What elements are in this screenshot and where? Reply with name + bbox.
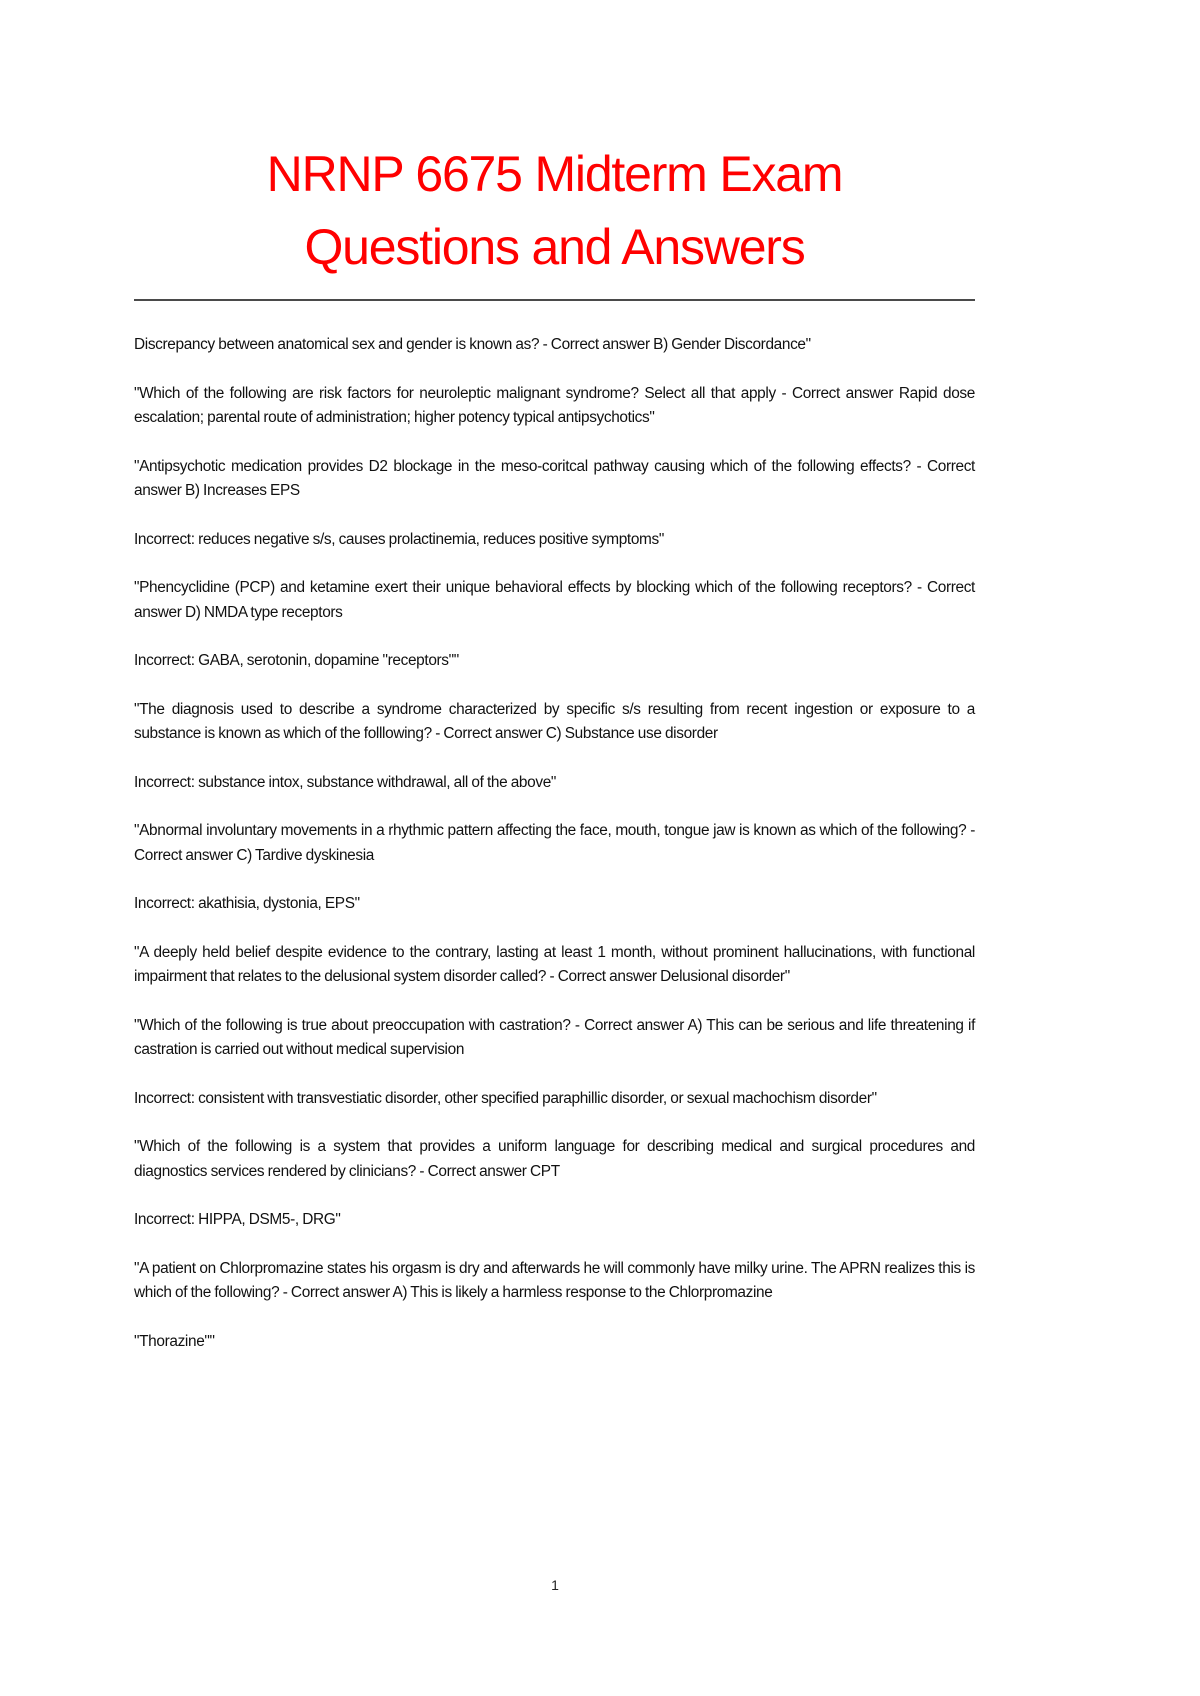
paragraph-q8: "Which of the following is true about preoccupation with castration? - Correct answer A) This can be serious and life threatening if castration is carried out without medical supervision <box>134 1016 975 1058</box>
paragraph-q1: Discrepancy between anatomical sex and gender is known as? - Correct answer B) Gender Discordance" <box>134 336 811 353</box>
paragraph-q7: "A deeply held belief despite evidence to the contrary, lasting at least 1 month, without prominent hallucinations, with functional impairment that relates to the delusional system disorder called? - Correct answer Delusional disorder" <box>134 943 975 985</box>
paragraph-q2: "Which of the following are risk factors for neuroleptic malignant syndrome? Select all that apply - Correct answer Rapid dose escalation; parental route of administration; higher potency typical antipsychotics" <box>134 384 975 426</box>
paragraph-q3: "Antipsychotic medication provides D2 blockage in the meso-coritcal pathway causing which of the following effects? - Correct answer B) Increases EPS <box>134 457 975 499</box>
paragraph-q4: "Phencyclidine (PCP) and ketamine exert their unique behavioral effects by blocking which of the following receptors? - Correct answer D) NMDA type receptors <box>134 579 975 621</box>
title-divider <box>134 299 975 301</box>
document-title-line-2: Questions and Answers <box>304 219 805 275</box>
paragraph-q9: "Which of the following is a system that provides a uniform language for describing medical and surgical procedures and diagnostics services rendered by clinicians? - Correct answer CPT <box>134 1138 975 1180</box>
paragraph-q10: "A patient on Chlorpromazine states his orgasm is dry and afterwards he will commonly have milky urine. The APRN realizes this is which of the following? - Correct answer A) This is likely a harmless response to the Chlorpromazine <box>134 1259 975 1301</box>
paragraph-q9-incorrect: Incorrect: HIPPA, DSM5-, DRG" <box>134 1211 341 1228</box>
page-number: 1 <box>551 1577 559 1593</box>
paragraph-q3-incorrect: Incorrect: reduces negative s/s, causes prolactinemia, reduces positive symptoms" <box>134 530 664 548</box>
paragraph-q6-incorrect: Incorrect: akathisia, dystonia, EPS" <box>134 895 360 912</box>
paragraph-q5: "The diagnosis used to describe a syndrome characterized by specific s/s resulting from recent ingestion or exposure to a substance is known as which of the folllowing? - Correct answer C) Substance use disorder <box>134 700 975 742</box>
document-title-line-1: NRNP 6675 Midterm Exam <box>266 146 843 202</box>
paragraph-q6: "Abnormal involuntary movements in a rhythmic pattern affecting the face, mouth, tongue jaw is known as which of the following? - Correct answer C) Tardive dyskinesia <box>134 822 975 864</box>
paragraph-q5-incorrect: Incorrect: substance intox, substance withdrawal, all of the above" <box>134 773 557 791</box>
document-body <box>134 333 975 1378</box>
paragraph-q10-note: "Thorazine"" <box>134 1332 215 1350</box>
paragraph-q8-incorrect: Incorrect: consistent with transvestiatic disorder, other specified paraphillic disorder, or sexual machochism disorder" <box>134 1089 877 1107</box>
paragraph-q4-incorrect: Incorrect: GABA, serotonin, dopamine "receptors"" <box>134 652 459 669</box>
